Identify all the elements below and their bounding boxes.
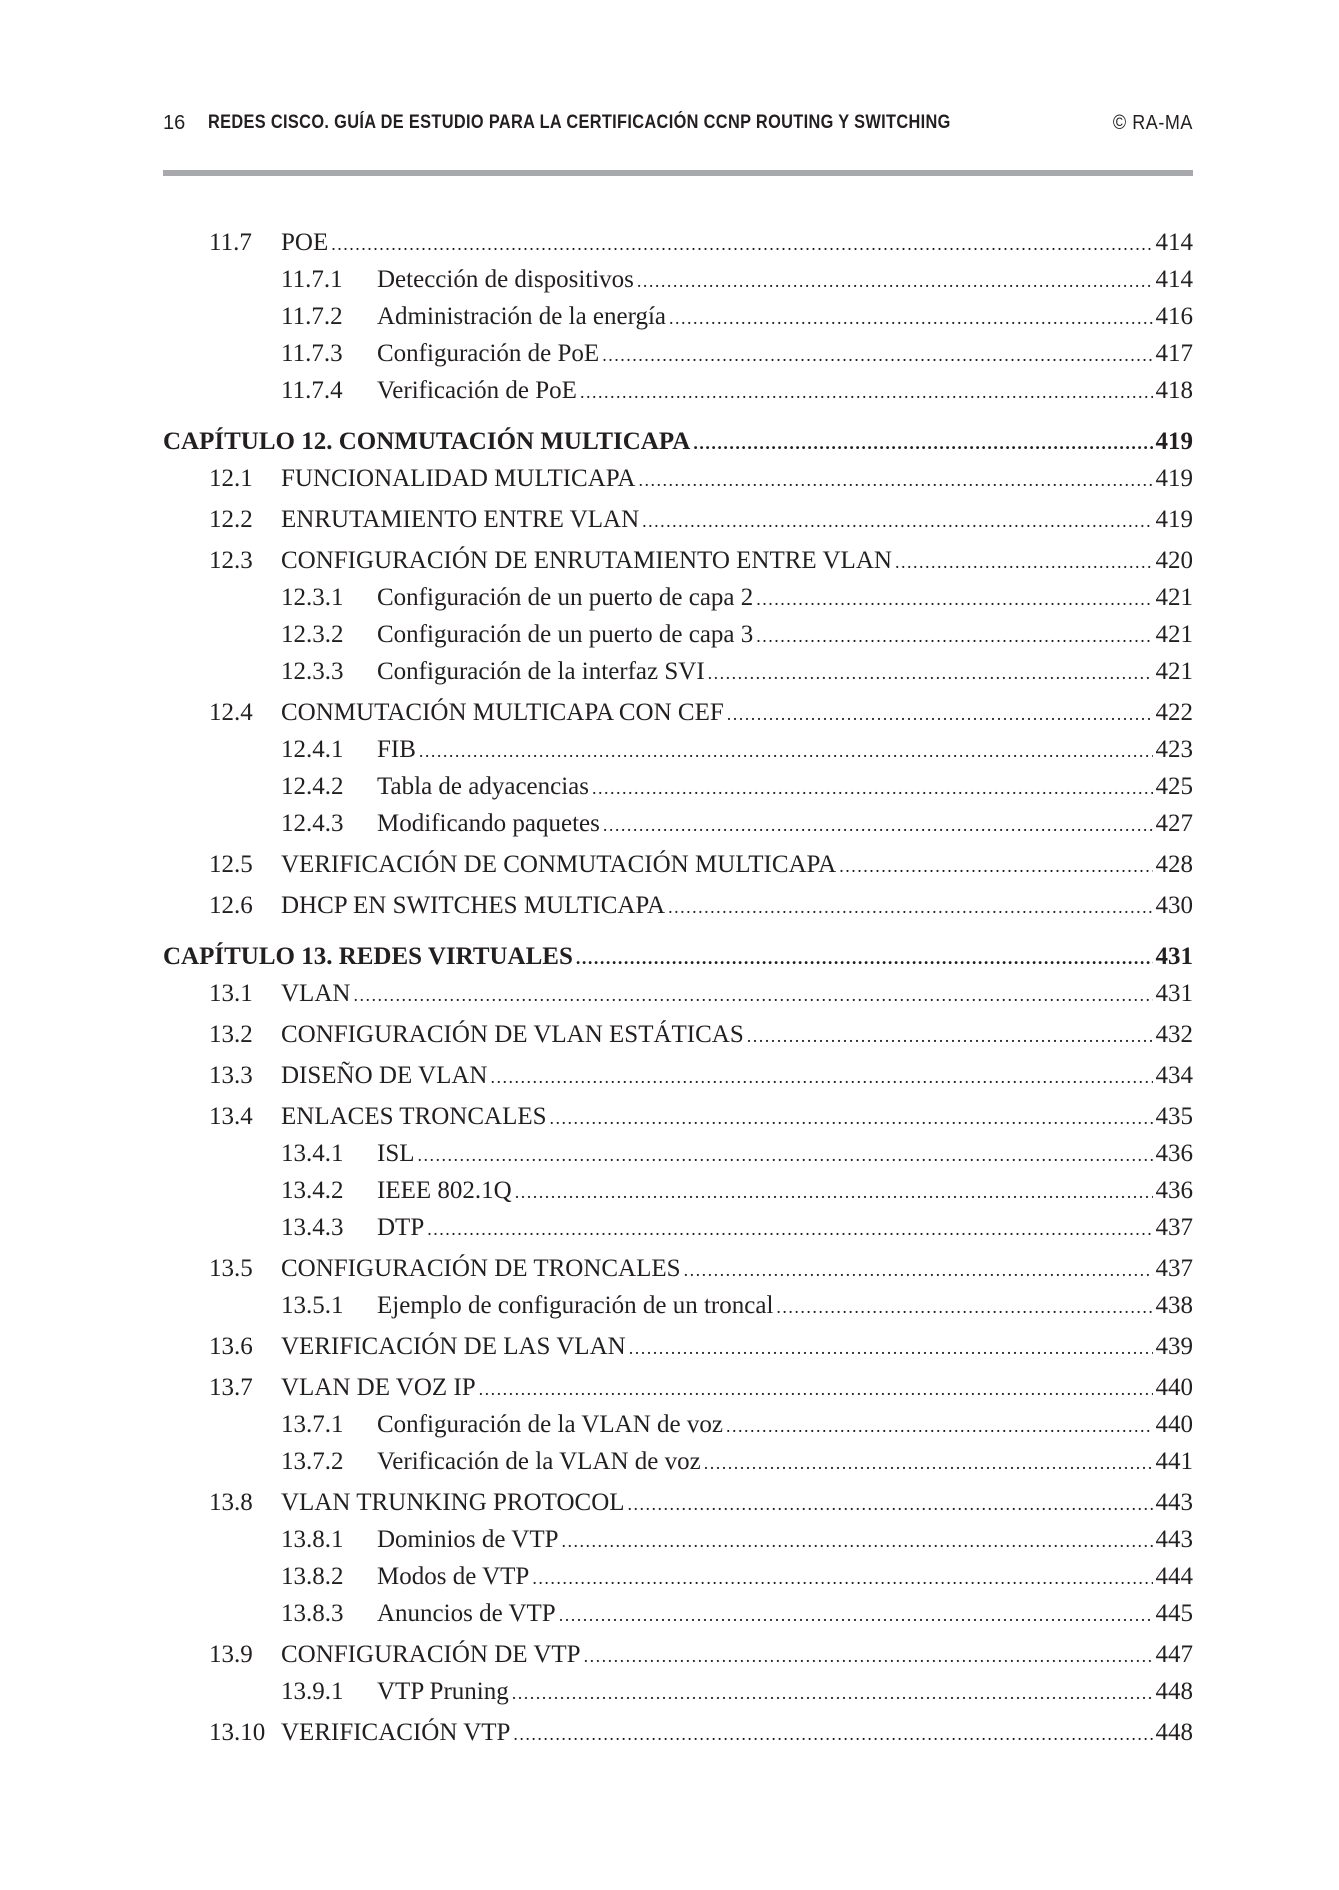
toc-entry-label: IEEE 802.1Q [377,1177,512,1204]
dot-leader [512,1674,1153,1711]
toc-entry-page: 443 [1155,1489,1193,1516]
toc-entry-page: 428 [1155,851,1193,878]
table-of-contents [163,225,1193,1752]
toc-entry-page: 437 [1155,1255,1193,1282]
dot-leader [427,1210,1152,1247]
toc-entry [163,225,1193,262]
dot-leader [756,617,1152,654]
toc-entry-label: DHCP EN SWITCHES MULTICAPA [281,892,666,919]
dot-leader [638,461,1152,498]
toc-entry-page: 435 [1155,1103,1193,1130]
toc-entry-page: 421 [1155,658,1193,685]
toc-entry-label: ENRUTAMIENTO ENTRE VLAN [281,506,640,533]
toc-entry-label: VLAN TRUNKING PROTOCOL [281,1489,625,1516]
toc-entry-page: 419 [1155,465,1193,492]
toc-entry-page: 436 [1155,1140,1193,1167]
toc-entry [163,1715,1193,1752]
page-number: 16 [163,112,186,134]
toc-entry-number: 13.9.1 [281,1678,344,1705]
toc-entry [163,847,1193,884]
toc-entry-label: Anuncios de VTP [377,1600,556,1627]
toc-entry-number: 13.4 [209,1103,253,1130]
toc-entry [163,732,1193,769]
toc-entry-number: 12.5 [209,851,253,878]
toc-entry-number: 13.10 [209,1719,266,1746]
dot-leader [580,373,1153,410]
toc-chapter-entry [163,939,1193,976]
toc-entry-page: 422 [1155,699,1193,726]
toc-entry-number: 11.7.4 [281,377,343,404]
toc-entry-number: 13.4.1 [281,1140,344,1167]
dot-leader [756,580,1152,617]
toc-entry [163,806,1193,843]
toc-entry [163,1099,1193,1136]
toc-entry-label: CAPÍTULO 13. REDES VIRTUALES [163,943,573,970]
toc-entry-label: DTP [377,1214,425,1241]
toc-entry-number: 12.1 [209,465,253,492]
toc-entry-page: 441 [1155,1448,1193,1475]
toc-entry [163,617,1193,654]
toc-entry [163,502,1193,539]
toc-entry-label: VERIFICACIÓN DE CONMUTACIÓN MULTICAPA [281,851,837,878]
toc-entry-label: Verificación de PoE [377,377,577,404]
book-title: REDES CISCO. GUÍA DE ESTUDIO PARA LA CERTIFICACIÓN CCNP ROUTING Y SWITCHING [208,112,951,133]
toc-entry-number: 13.6 [209,1333,253,1360]
toc-entry [163,976,1193,1013]
toc-entry [163,695,1193,732]
toc-entry-number: 12.3.3 [281,658,344,685]
dot-leader [726,1407,1153,1444]
toc-entry-page: 447 [1155,1641,1193,1668]
dot-leader [490,1058,1152,1095]
toc-entry-label: POE [281,229,329,256]
dot-leader [331,225,1152,262]
toc-entry [163,543,1193,580]
toc-entry-number: 13.5.1 [281,1292,344,1319]
dot-leader [559,1596,1153,1633]
toc-entry-page: 427 [1155,810,1193,837]
toc-entry [163,1329,1193,1366]
toc-entry-label: Configuración de PoE [377,340,600,367]
toc-entry-number: 12.4 [209,699,253,726]
toc-entry-number: 13.8.2 [281,1563,344,1590]
toc-entry-label: Configuración de un puerto de capa 2 [377,584,754,611]
dot-leader [668,888,1152,925]
toc-entry [163,1173,1193,1210]
toc-entry-number: 12.4.1 [281,736,344,763]
toc-entry-number: 11.7.1 [281,266,343,293]
toc-entry [163,1288,1193,1325]
toc-entry-page: 448 [1155,1678,1193,1705]
toc-entry-label: CAPÍTULO 12. CONMUTACIÓN MULTICAPA [163,428,691,455]
toc-entry-number: 11.7 [209,229,252,256]
toc-entry [163,1251,1193,1288]
toc-entry-page: 419 [1155,428,1193,455]
toc-entry [163,1637,1193,1674]
toc-entry-label: VLAN [281,980,351,1007]
toc-entry [163,580,1193,617]
toc-entry-number: 11.7.3 [281,340,343,367]
toc-entry-label: CONFIGURACIÓN DE VTP [281,1641,581,1668]
publisher: © RA-MA [1112,112,1193,134]
dot-leader [515,1173,1153,1210]
toc-entry-number: 13.8.1 [281,1526,344,1553]
toc-entry-label: Detección de dispositivos [377,266,634,293]
toc-entry-number: 13.5 [209,1255,253,1282]
toc-entry-page: 421 [1155,584,1193,611]
toc-entry-page: 414 [1155,229,1193,256]
dot-leader [693,424,1152,461]
toc-entry [163,1136,1193,1173]
toc-entry-number: 12.4.3 [281,810,344,837]
dot-leader [727,695,1153,732]
toc-entry [163,1522,1193,1559]
toc-entry-number: 13.7.1 [281,1411,344,1438]
toc-entry [163,373,1193,410]
dot-leader [708,654,1153,691]
toc-entry-label: Configuración de la interfaz SVI [377,658,705,685]
dot-leader [576,939,1153,976]
toc-entry [163,1485,1193,1522]
toc-entry-number: 13.7.2 [281,1448,344,1475]
toc-entry [163,461,1193,498]
toc-entry [163,1017,1193,1054]
toc-entry-page: 418 [1155,377,1193,404]
toc-entry [163,1559,1193,1596]
dot-leader [353,976,1152,1013]
toc-entry-label: Modificando paquetes [377,810,600,837]
dot-leader [629,1329,1153,1366]
toc-entry-number: 13.2 [209,1021,253,1048]
dot-leader [418,1136,1153,1173]
toc-entry-label: VERIFICACIÓN DE LAS VLAN [281,1333,626,1360]
dot-leader [602,336,1152,373]
dot-leader [479,1370,1153,1407]
dot-leader [584,1637,1153,1674]
dot-leader [642,502,1152,539]
toc-entry [163,1210,1193,1247]
toc-entry-label: FIB [377,736,416,763]
dot-leader [603,806,1153,843]
toc-entry-page: 432 [1155,1021,1193,1048]
toc-entry-label: Tabla de adyacencias [377,773,590,800]
toc-entry-page: 437 [1155,1214,1193,1241]
toc-entry-number: 13.4.2 [281,1177,344,1204]
header-rule [163,170,1193,176]
toc-entry-label: Verificación de la VLAN de voz [377,1448,701,1475]
toc-entry-label: VERIFICACIÓN VTP [281,1719,511,1746]
toc-entry-page: 448 [1155,1719,1193,1746]
toc-entry [163,262,1193,299]
toc-entry-label: ISL [377,1140,415,1167]
toc-entry-label: VLAN DE VOZ IP [281,1374,476,1401]
toc-entry-page: 431 [1155,980,1193,1007]
toc-entry [163,769,1193,806]
toc-entry-page: 414 [1155,266,1193,293]
toc-entry-number: 13.3 [209,1062,253,1089]
toc-entry-label: ENLACES TRONCALES [281,1103,547,1130]
toc-entry-number: 12.4.2 [281,773,344,800]
toc-entry-page: 419 [1155,506,1193,533]
toc-entry-page: 436 [1155,1177,1193,1204]
toc-entry-number: 13.9 [209,1641,253,1668]
toc-entry-label: CONFIGURACIÓN DE VLAN ESTÁTICAS [281,1021,744,1048]
toc-entry-label: VTP Pruning [377,1678,509,1705]
toc-entry [163,299,1193,336]
toc-entry-page: 423 [1155,736,1193,763]
toc-entry-page: 430 [1155,892,1193,919]
dot-leader [776,1288,1152,1325]
toc-entry-label: FUNCIONALIDAD MULTICAPA [281,465,636,492]
toc-entry [163,1407,1193,1444]
toc-entry-number: 12.3.1 [281,584,344,611]
dot-leader [419,732,1153,769]
toc-entry [163,336,1193,373]
toc-entry-number: 12.3 [209,547,253,574]
toc-entry-page: 434 [1155,1062,1193,1089]
dot-leader [747,1017,1153,1054]
toc-entry-page: 438 [1155,1292,1193,1319]
toc-entry-page: 444 [1155,1563,1193,1590]
toc-entry-number: 13.7 [209,1374,253,1401]
toc-entry-page: 440 [1155,1411,1193,1438]
dot-leader [550,1099,1153,1136]
toc-entry [163,1058,1193,1095]
toc-entry-page: 439 [1155,1333,1193,1360]
toc-entry-number: 11.7.2 [281,303,343,330]
toc-entry-page: 420 [1155,547,1193,574]
running-header [163,108,1193,140]
dot-leader [669,299,1152,336]
toc-entry-label: Modos de VTP [377,1563,530,1590]
toc-entry [163,1370,1193,1407]
toc-entry-page: 421 [1155,621,1193,648]
toc-entry-label: Administración de la energía [377,303,667,330]
toc-entry-page: 445 [1155,1600,1193,1627]
toc-entry-label: Configuración de la VLAN de voz [377,1411,723,1438]
toc-entry-number: 13.4.3 [281,1214,344,1241]
dot-leader [562,1522,1153,1559]
toc-entry-label: CONFIGURACIÓN DE ENRUTAMIENTO ENTRE VLAN [281,547,892,574]
toc-entry-page: 425 [1155,773,1193,800]
dot-leader [513,1715,1152,1752]
toc-chapter-entry [163,424,1193,461]
dot-leader [592,769,1152,806]
toc-entry [163,1674,1193,1711]
toc-entry [163,1444,1193,1481]
dot-leader [532,1559,1152,1596]
toc-entry-label: CONMUTACIÓN MULTICAPA CON CEF [281,699,724,726]
toc-entry-label: Configuración de un puerto de capa 3 [377,621,754,648]
toc-entry-label: CONFIGURACIÓN DE TRONCALES [281,1255,681,1282]
toc-entry-page: 417 [1155,340,1193,367]
dot-leader [895,543,1153,580]
dot-leader [628,1485,1153,1522]
toc-entry [163,888,1193,925]
toc-entry-number: 13.8 [209,1489,253,1516]
dot-leader [839,847,1152,884]
toc-entry-page: 416 [1155,303,1193,330]
toc-entry-number: 12.6 [209,892,253,919]
toc-entry-page: 443 [1155,1526,1193,1553]
toc-entry [163,654,1193,691]
toc-entry-number: 12.2 [209,506,253,533]
toc-entry-number: 13.8.3 [281,1600,344,1627]
dot-leader [684,1251,1153,1288]
toc-entry [163,1596,1193,1633]
toc-entry-page: 431 [1155,943,1193,970]
toc-entry-number: 12.3.2 [281,621,344,648]
toc-entry-number: 13.1 [209,980,253,1007]
toc-entry-label: DISEÑO DE VLAN [281,1062,488,1089]
toc-entry-label: Ejemplo de configuración de un troncal [377,1292,774,1319]
dot-leader [637,262,1153,299]
toc-entry-page: 440 [1155,1374,1193,1401]
dot-leader [704,1444,1153,1481]
toc-entry-label: Dominios de VTP [377,1526,559,1553]
